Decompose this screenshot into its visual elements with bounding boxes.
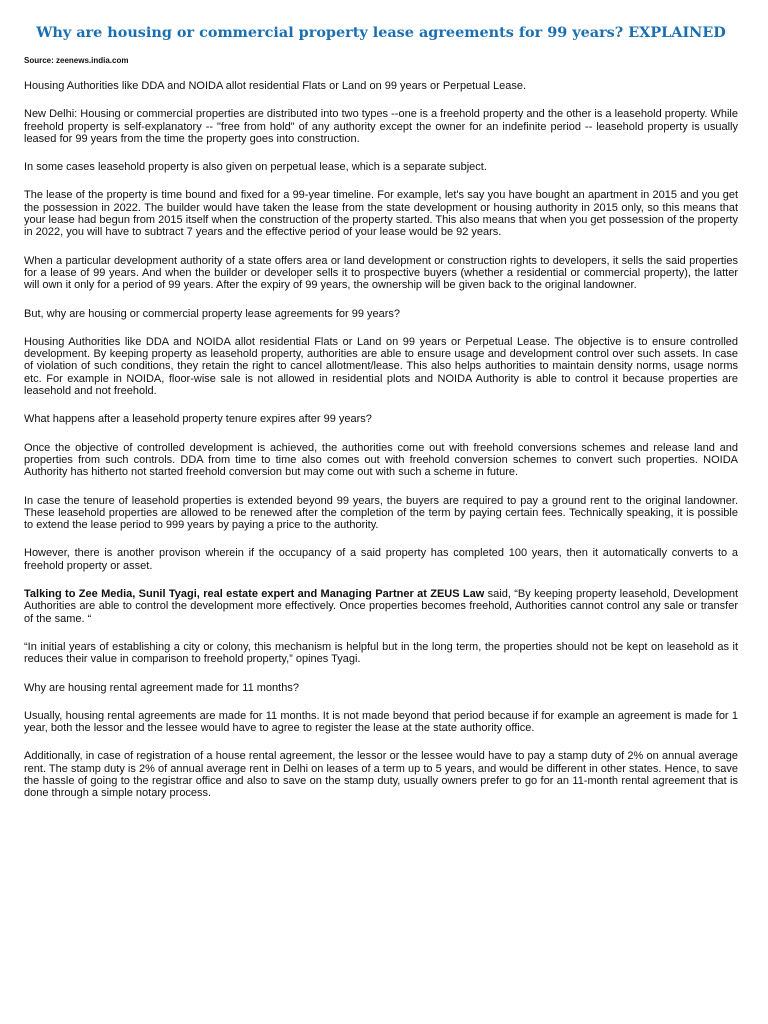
paragraph-3: In some cases leasehold property is also given on perpetual lease, which is a separate subject. [24, 161, 487, 174]
paragraph-12-quote [24, 588, 738, 625]
paragraph-4: The lease of the property is time bound and fixed for a 99-year timeline. For example, let's say you have bought an apartment in 2015 and you get the possession in 2022. The builder would have taken the lease from the state development or housing authority in 2015 only, so this means that your lease had begun from 2015 itself when the construction of the property started. This also means that when you get possession of the property in 2022, you will have to subtract 7 years and the effective period of your lease would be 92 years. [24, 189, 738, 239]
paragraph-5: When a particular development authority of a state offers area or land development or construction rights to developers, it sells the said properties for a lease of 99 years. And when the builder or developer sells it to prospective buyers (whether a residential or commercial property), the latter will own it only for a period of 99 years. After the expiry of 99 years, the ownership will be given back to the original landowner. [24, 254, 738, 292]
paragraph-16: Additionally, in case of registration of a house rental agreement, the lessor or the lessee would have to pay a stamp duty of 2% on annual average rent. The stamp duty is 2% of annual average rent in Delhi on leases of a term up to 5 years, and would be different in other states. Hence, to save the hassle of going to the registrar office and also to save on the stamp duty, usually owners prefer to go for an 11-month rental agreement that is done through a simple notary process. [24, 750, 738, 800]
paragraph-10: In case the tenure of leasehold properties is extended beyond 99 years, the buyers are required to pay a ground rent to the original landowner. These leasehold properties are allowed to be renewed after the completion of the term by paying certain fees. Technically speaking, it is possible to extend the lease period to 999 years by paying a price to the authority. [24, 494, 738, 532]
paragraph-14-question: Why are housing rental agreement made for 11 months? [24, 681, 299, 694]
paragraph-7: Housing Authorities like DDA and NOIDA allot residential Flats or Land on 99 years or Perpetual Lease. The objective is to ensure controlled development. By keeping property as leasehold property, authorities are able to ensure usage and development control over such assets. In case of violation of such conditions, they retain the right to cancel allotment/lease. This also helps authorities to maintain density norms, usage norms etc. For example in NOIDA, floor-wise sale is not allowed in residential plots and NOIDA Authority is able to control it because properties are leasehold and not freehold. [24, 335, 738, 398]
quote-attribution: Talking to Zee Media, Sunil Tyagi, real estate expert and Managing Partner at ZEUS Law [24, 588, 485, 601]
paragraph-2: New Delhi: Housing or commercial properties are distributed into two types --one is a freehold property and the other is a leasehold property. While freehold property is self-explanatory -- "free from hold" of any authority except the owner for an indefinite period -- leasehold property is usually leased for 99 years from the time the property goes into construction. [24, 108, 738, 145]
article-source: Source: zeenews.india.com [24, 56, 129, 65]
paragraph-9: Once the objective of controlled development is achieved, the authorities come out with freehold conversions schemes and release land and properties from such controls. DDA from time to time also comes out with freehold conversion schemes to convert such properties. NOIDA Authority has hitherto not started freehold conversion but may come out with such a scheme in future. [24, 441, 738, 479]
paragraph-1: Housing Authorities like DDA and NOIDA allot residential Flats or Land on 99 years or Perpetual Lease. [24, 80, 526, 92]
paragraph-8-question: What happens after a leasehold property tenure expires after 99 years? [24, 413, 372, 426]
paragraph-11: However, there is another provison wherein if the occupancy of a said property has completed 100 years, then it automatically converts to a freehold property or asset. [24, 547, 738, 572]
quote-text: said, “By keeping property leasehold, Development Authorities are able to control the development more effectively. Once properties becomes freehold, Authorities cannot control any sale or transfer of the same. “ [24, 588, 738, 625]
paragraph-15: Usually, housing rental agreements are made for 11 months. It is not made beyond that period because if for example an agreement is made for 1 year, both the lessor and the lessee would have to agree to register the lease at the state authority office. [24, 709, 738, 735]
paragraph-6-question: But, why are housing or commercial property lease agreements for 99 years? [24, 307, 401, 320]
paragraph-13: “In initial years of establishing a city or colony, this mechanism is helpful but in the long term, the properties should not be kept on leasehold as it reduces their value in comparison to freehold property,” opines Tyagi. [24, 640, 738, 666]
article-title: Why are housing or commercial property lease agreements for 99 years? EXPLAINED [36, 24, 726, 41]
